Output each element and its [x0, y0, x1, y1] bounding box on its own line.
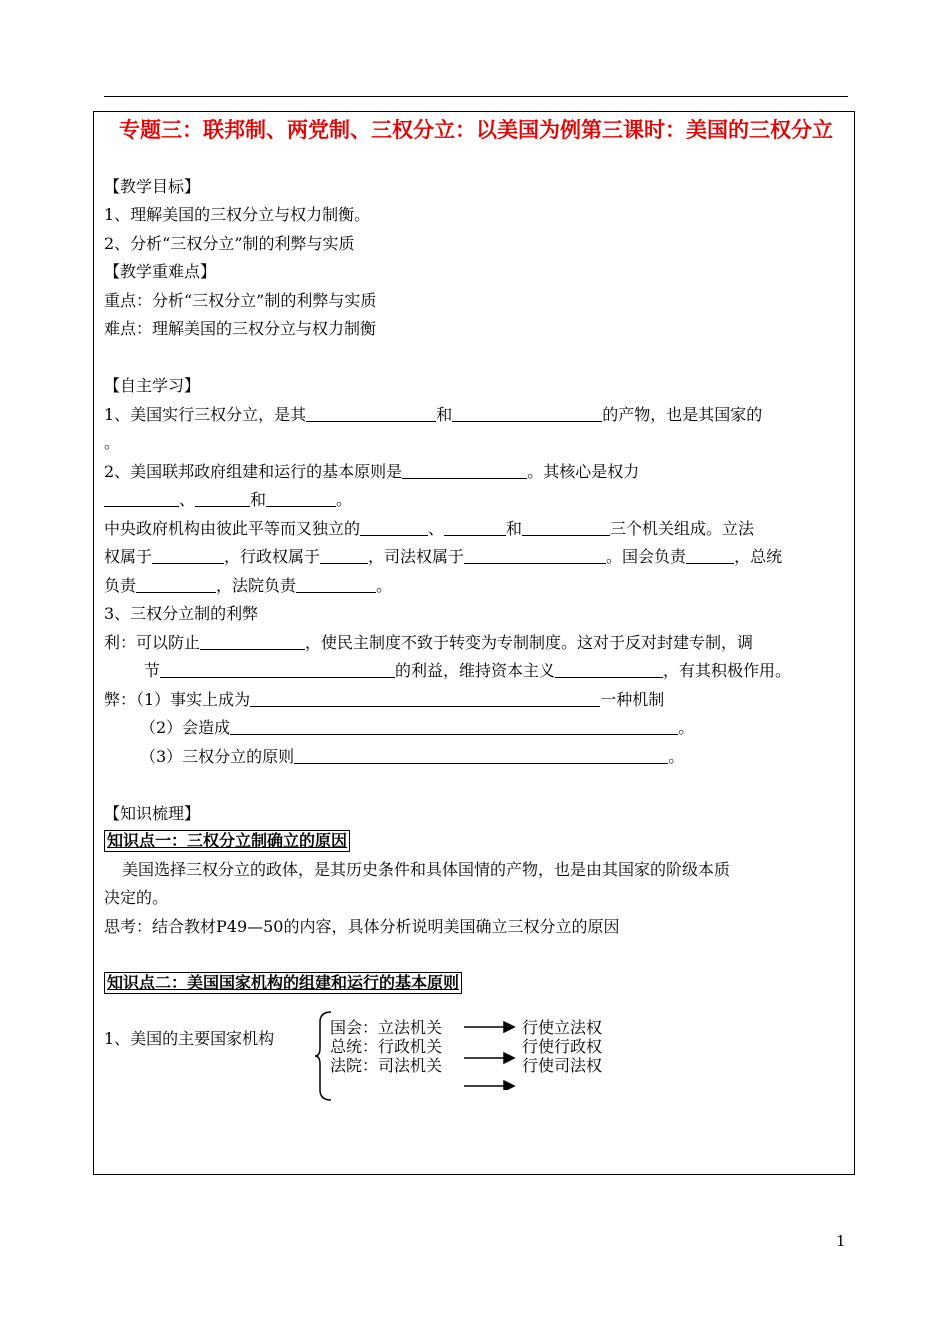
question-2: 2、美国联邦政府组建和运行的基本原则是 。其核心是权力 [104, 462, 640, 481]
organ-president: 总统：行政机关 [330, 1037, 443, 1056]
disadvantage-3: （3）三权分立的原则 。 [140, 747, 685, 766]
think-question: 思考：结合教材P49—50的内容，具体分析说明美国确立三权分立的原因 [104, 917, 620, 936]
goal-1: 1、理解美国的三权分立与权力制衡。 [104, 205, 371, 224]
paragraph-powers: 权属于 ，行政权属于 ，司法权属于 。国会负责 ，总统 [104, 547, 783, 566]
goal-2: 2、分析“三权分立”制的利弊与实质 [104, 234, 355, 253]
blank[interactable] [686, 547, 734, 564]
knowledge-heading: 【知识梳理】 [104, 804, 201, 823]
blank[interactable] [306, 405, 436, 422]
blank[interactable] [452, 405, 602, 422]
paragraph-duties: 负责 ，法院负责 。 [104, 576, 393, 595]
blank[interactable] [402, 462, 527, 479]
advantages-cont: 节 的利益，维持资本主义 ，有其积极作用。 [144, 661, 792, 680]
self-study-heading: 【自主学习】 [104, 376, 201, 395]
blank[interactable] [136, 576, 216, 593]
blank[interactable] [360, 519, 428, 536]
blank[interactable] [160, 661, 395, 678]
page-number: 1 [836, 1232, 846, 1250]
knowledge-point-1-text: 美国选择三权分立的政体，是其历史条件和具体国情的产物，也是由其国家的阶级本质 [122, 860, 731, 879]
knowledge-point-1-title: 知识点一：三权分立制确立的原因 [104, 830, 350, 852]
blank[interactable] [250, 690, 600, 707]
goals-heading: 【教学目标】 [104, 177, 201, 196]
blank[interactable] [464, 547, 606, 564]
organ-court: 法院：司法机关 [330, 1056, 443, 1075]
arrows-icon [462, 1020, 518, 1090]
diagram-label: 1、美国的主要国家机构 [104, 1029, 275, 1048]
key-point: 重点：分析“三权分立”制的利弊与实质 [104, 291, 377, 310]
power-judicial: 行使司法权 [522, 1056, 603, 1075]
blank[interactable] [555, 661, 663, 678]
difficult-point: 难点：理解美国的三权分立与权力制衡 [104, 319, 377, 338]
blank[interactable] [320, 547, 368, 564]
power-executive: 行使行政权 [522, 1037, 603, 1056]
blank[interactable] [522, 519, 610, 536]
knowledge-point-1-text-cont: 决定的。 [104, 888, 169, 907]
question-1: 1、美国实行三权分立，是其 和 的产物，也是其国家的 [104, 405, 763, 424]
blank[interactable] [230, 718, 678, 735]
blank[interactable] [195, 490, 250, 507]
disadvantage-2: （2）会造成 。 [140, 718, 695, 737]
blank[interactable] [200, 633, 305, 650]
header-rule [104, 96, 848, 97]
power-legislative: 行使立法权 [522, 1018, 603, 1037]
advantages: 利：可以防止 ，使民主制度不致于转变为专制制度。这对于反对封建专制，调 [104, 633, 754, 652]
blank[interactable] [266, 490, 336, 507]
blank[interactable] [104, 490, 179, 507]
question-1-end: 。 [104, 433, 121, 452]
blank[interactable] [294, 747, 668, 764]
keypoints-heading: 【教学重难点】 [104, 262, 217, 281]
knowledge-point-2-title: 知识点二：美国国家机构的组建和运行的基本原则 [104, 972, 462, 994]
blank[interactable] [296, 576, 376, 593]
page-title: 专题三：联邦制、两党制、三权分立：以美国为例第三课时：美国的三权分立 [119, 118, 833, 142]
question-3: 3、三权分立制的利弊 [104, 604, 259, 623]
disadvantage-1: 弊：（1）事实上成为 一种机制 [104, 690, 665, 709]
organ-congress: 国会：立法机关 [330, 1018, 443, 1037]
blank[interactable] [444, 519, 506, 536]
paragraph-organs: 中央政府机构由彼此平等而又独立的 、 和 三个机关组成。立法 [104, 519, 755, 538]
blank[interactable] [152, 547, 224, 564]
question-2-cont: 、 和 。 [104, 489, 352, 511]
